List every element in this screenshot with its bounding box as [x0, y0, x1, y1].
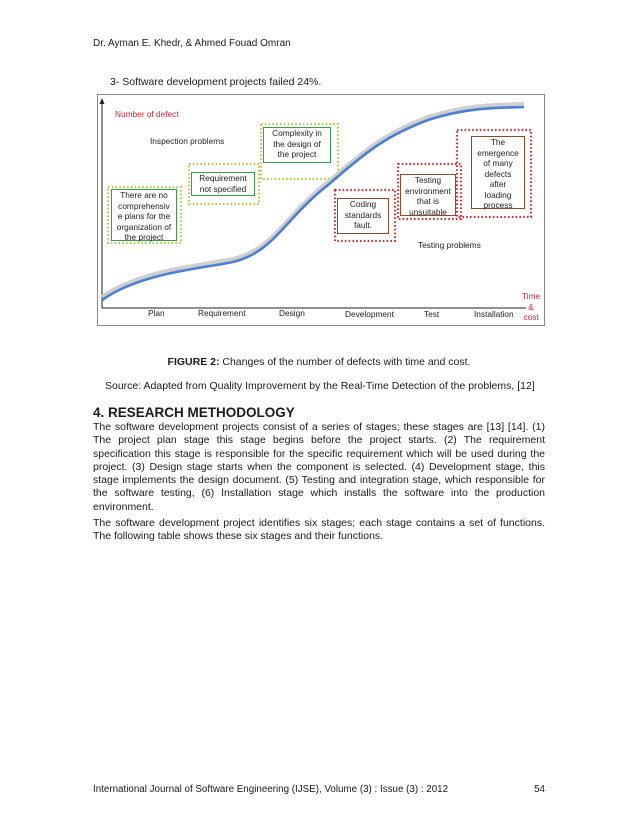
list-item: 3- Software development projects failed 24%.	[110, 76, 322, 88]
figure-defects-chart	[97, 94, 545, 326]
footer-journal: International Journal of Software Engineering (IJSE), Volume (3) : Issue (3) : 2012	[93, 784, 449, 795]
emergence-box: The emergence of many defects after loading process	[471, 136, 525, 209]
stage-label-installation: Installation	[474, 309, 514, 319]
testing-box: Testing environment that is unsuitable	[400, 174, 456, 216]
stage-label-plan: Plan	[148, 308, 165, 318]
y-axis-arrow	[100, 98, 105, 104]
figure-source: Source: Adapted from Quality Improvement by the Real-Time Detection of the problems, [12]	[105, 380, 535, 392]
section-heading: 4. RESEARCH METHODOLOGY	[93, 405, 295, 420]
paragraph-table-intro: The software development project identifies six stages; each stage contains a set of functions. The following table shows these six stages and their functions.	[93, 517, 545, 543]
stage-label-development: Development	[345, 309, 394, 319]
inspection-problems-label: Inspection problems	[150, 136, 225, 146]
page-number: 54	[534, 784, 545, 795]
plan-box: There are no comprehensiv e plans for the organization of the project	[111, 189, 177, 241]
stage-label-test: Test	[424, 309, 440, 319]
figure-caption: FIGURE 2: Changes of the number of defects with time and cost.	[167, 356, 471, 368]
running-header: Dr. Ayman E. Khedr, & Ahmed Fouad Omran	[93, 38, 291, 49]
stage-label-requirement: Requirement	[198, 308, 246, 318]
paragraph-stages: The software development projects consist of a series of stages; these stages are [13] [14]. (1) The project plan stage this stage begins before the project starts. (2) The requirement specification this stage is responsible for the specific requirement which will be used during the project. (3) Design stage starts when the component is selected. (4) Development stage, this stage implements the design document. (5) Testing and integration stage, which responsible for the software testing, (6) Installation stage which installs the software into the production environment.	[93, 421, 545, 513]
requirement-box: Requirement not specified	[191, 172, 255, 196]
stage-label-design: Design	[279, 308, 305, 318]
coding-box: Coding standards fault.	[337, 198, 389, 234]
testing-problems-label: Testing problems	[418, 240, 481, 250]
x-axis-label: Time & cost	[522, 291, 541, 322]
design-box: Complexity in the design of the project	[263, 127, 331, 163]
page-footer	[93, 784, 545, 795]
y-axis-label: Number of defect	[115, 109, 179, 119]
